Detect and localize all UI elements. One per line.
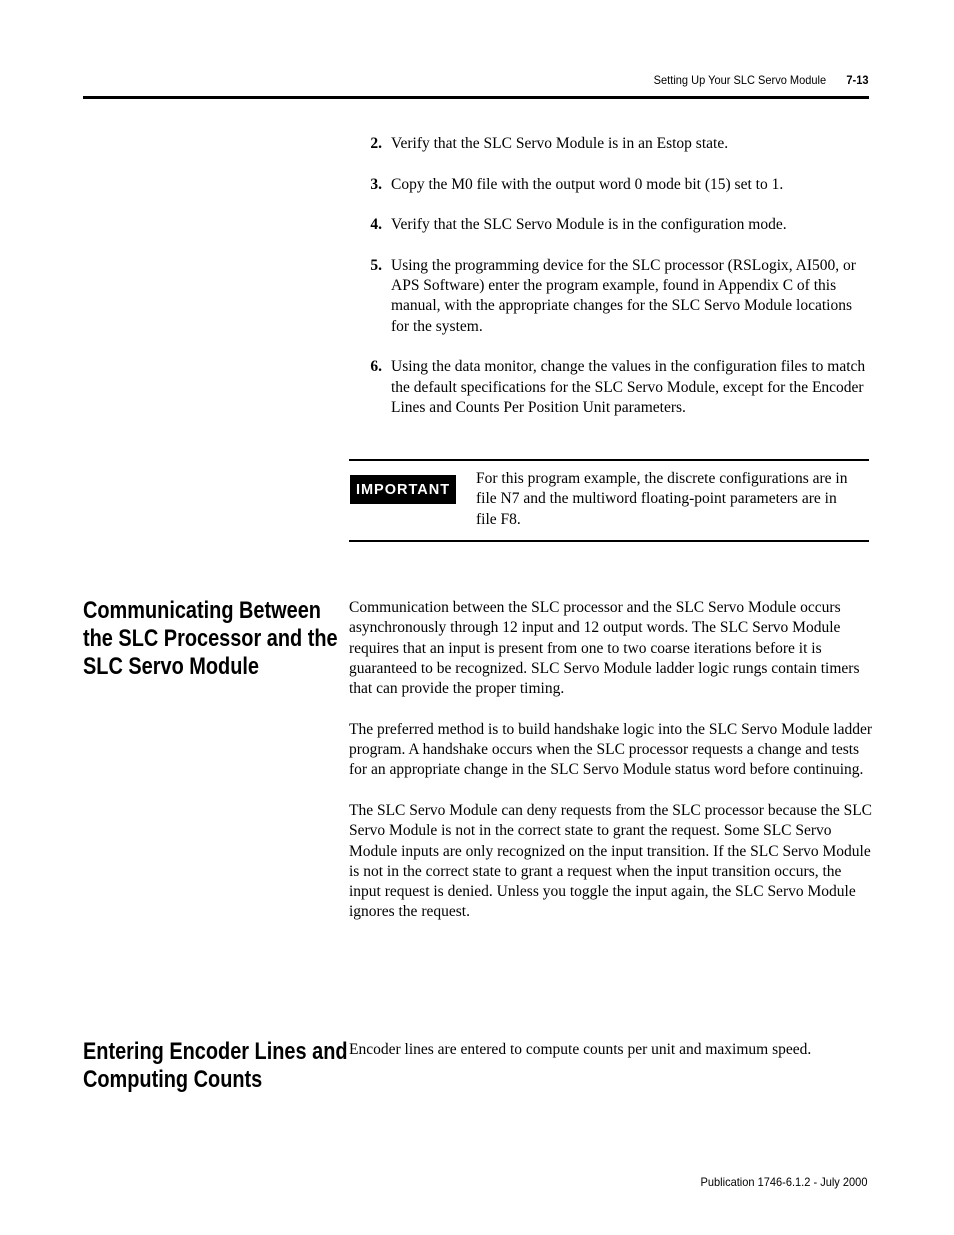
important-label: IMPORTANT (350, 475, 456, 504)
heading-line: Communicating Between (83, 597, 321, 624)
section-body-encoder (349, 1040, 874, 1081)
header-page-number: 7-13 (845, 73, 868, 87)
step-item (364, 215, 869, 235)
body-paragraph: Encoder lines are entered to compute counts per unit and maximum speed. (349, 1041, 812, 1058)
step-text: Verify that the SLC Servo Module is in an Estop state. (391, 135, 729, 152)
section-heading-encoder (83, 1038, 349, 1094)
step-item (364, 357, 869, 418)
important-text: For this program example, the discrete configurations are in file N7 and the multiword floating-point parameters are in file F8. (476, 470, 848, 528)
body-paragraph: The preferred method is to build handshake logic into the SLC Servo Module ladder program. A handshake occurs when the SLC processor requests a change and tests for an appropriate change in the SLC Servo Module status word before continuing. (349, 720, 873, 779)
section-heading-communicating (83, 597, 349, 681)
step-text: Using the programming device for the SLC processor (RSLogix, AI500, or APS Software) enter the program example, found in Appendix C of this manual, with the appropriate changes for the SLC Servo Module locations for the system. (391, 256, 856, 335)
heading-line: Entering Encoder Lines and (83, 1038, 348, 1065)
header-section-title: Setting Up Your SLC Servo Module (653, 73, 826, 87)
step-text: Using the data monitor, change the values in the configuration files to match the default specifications for the SLC Servo Module, except for the Encoder Lines and Counts Per Position Unit parameters. (391, 358, 866, 416)
step-number: 6. (370, 358, 382, 376)
important-callout (349, 459, 869, 542)
running-header (653, 73, 868, 87)
step-number: 5. (370, 256, 382, 274)
section-body-communicating (349, 598, 874, 943)
step-number: 2. (370, 135, 382, 152)
heading-line: the SLC Processor and the (83, 625, 338, 652)
step-item (364, 175, 869, 195)
step-text: Verify that the SLC Servo Module is in the configuration mode. (391, 216, 787, 234)
step-item (364, 134, 869, 154)
heading-line: SLC Servo Module (83, 653, 259, 680)
step-text: Copy the M0 file with the output word 0 mode bit (15) set to 1. (391, 175, 784, 193)
header-rule (83, 96, 869, 99)
body-paragraph: Communication between the SLC processor and the SLC Servo Module occurs asynchronously through 12 input and 12 output words. The SLC Servo Module requires that an input is present from one to two coarse iterations before it is guaranteed to be recognized. SLC Servo Module ladder logic rungs contain timers that can provide the proper timing. (349, 599, 860, 698)
procedure-steps (364, 134, 869, 438)
heading-line: Computing Counts (83, 1066, 263, 1093)
body-paragraph: The SLC Servo Module can deny requests from the SLC processor because the SLC Servo Module is not in the correct state to grant the request. Some SLC Servo Module inputs are only recognized on the input transition. If the SLC Servo Module is not in the correct state to grant a request when the input transition occurs, the input request is denied. Unless you toggle the input again, the SLC Servo Module ignores the request. (349, 801, 873, 921)
step-number: 4. (370, 216, 382, 234)
step-item (364, 256, 869, 337)
step-number: 3. (370, 175, 382, 193)
publication-footer: Publication 1746-6.1.2 - July 2000 (700, 1175, 867, 1189)
